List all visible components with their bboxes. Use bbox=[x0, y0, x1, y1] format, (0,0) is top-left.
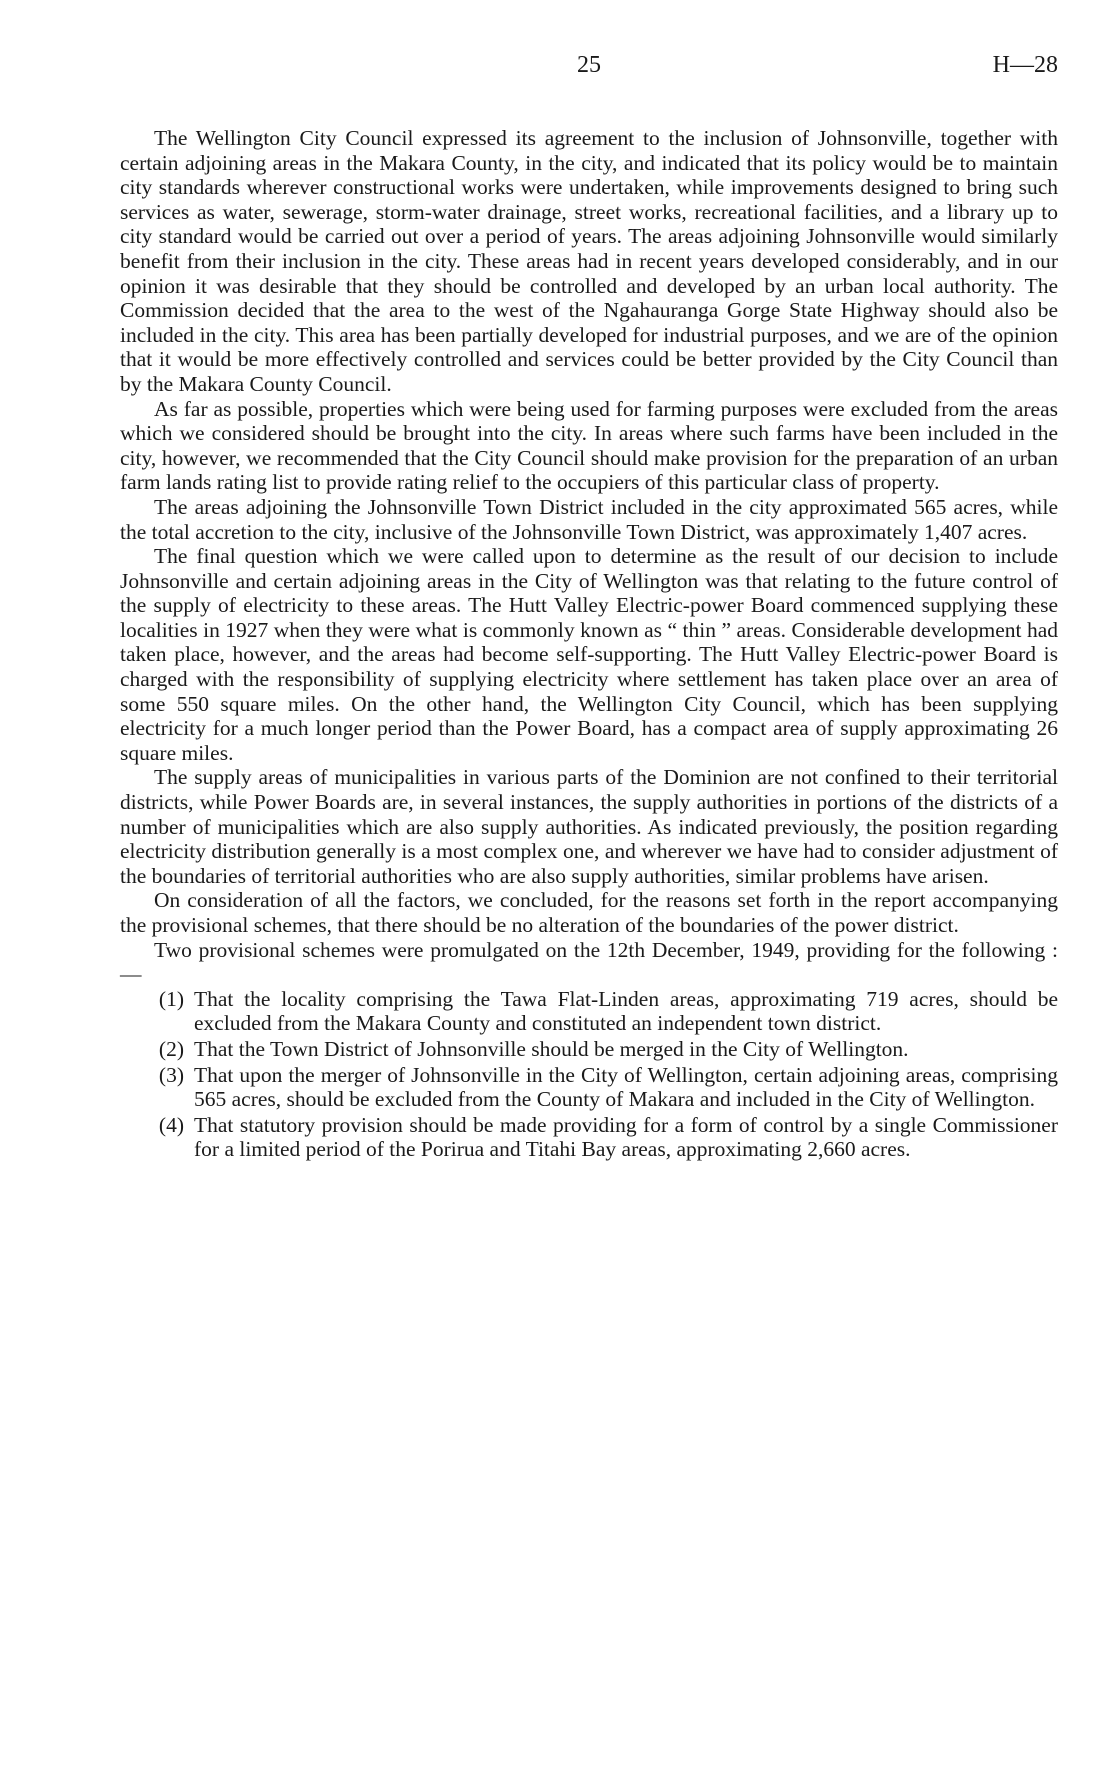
provisions-list bbox=[120, 987, 1058, 1162]
list-item-number: (1) bbox=[158, 986, 184, 1011]
list-item bbox=[120, 987, 1058, 1036]
list-item bbox=[120, 1063, 1058, 1112]
body-text bbox=[120, 126, 1058, 1162]
list-item-text: That statutory provision should be made providing for a form of control by a single Commissioner for a limited period of the Porirua and Titahi Bay areas, approximating 2,660 acres. bbox=[194, 1112, 1058, 1162]
list-item-number: (3) bbox=[158, 1062, 184, 1087]
page-header bbox=[120, 52, 1058, 92]
report-code: H—28 bbox=[992, 52, 1058, 78]
paragraph: The areas adjoining the Johnsonville Town District included in the city approximated 565 acres, while the total accretion to the city, inclusive of the Johnsonville Town District, was approximately 1,407 acres. bbox=[120, 494, 1058, 544]
paragraph: As far as possible, properties which were being used for farming purposes were excluded from the areas which we considered should be brought into the city. In areas where such farms have been included in the city, however, we recommended that the City Council should make provision for the preparation of an urban farm lands rating list to provide rating relief to the occupiers of this particular class of property. bbox=[120, 396, 1058, 495]
page-number: 25 bbox=[577, 52, 601, 78]
paragraph: The Wellington City Council expressed its agreement to the inclusion of Johnsonville, together with certain adjoining areas in the Makara County, in the city, and indicated that its policy would be to maintain city standards wherever constructional works were undertaken, while improvements designed to bring such services as water, sewerage, storm-water drainage, street works, recreational facilities, and a library up to city standard would be carried out over a period of years. The areas adjoining Johnsonville would similarly benefit from their inclusion in the city. These areas had in recent years developed considerably, and in our opinion it was desirable that they should be controlled and developed by an urban local authority. The Commission decided that the area to the west of the Ngahauranga Gorge State Highway should also be included in the city. This area has been partially developed for industrial purposes, and we are of the opinion that it would be more effectively controlled and services could be better provided by the City Council than by the Makara County Council. bbox=[120, 126, 1058, 396]
document-page bbox=[120, 52, 1058, 1163]
paragraph: The final question which we were called upon to determine as the result of our decision to include Johnsonville and certain adjoining areas in the City of Wellington was that relating to the future control of the supply of electricity to these areas. The Hutt Valley Electric-power Board commenced supplying these localities in 1927 when they were what is commonly known as “ thin ” areas. Considerable development had taken place, however, and the areas had become self-supporting. The Hutt Valley Electric-power Board is charged with the responsibility of supplying electricity where settlement has taken place over an area of some 550 square miles. On the other hand, the Wellington City Council, which has been supplying electricity for a much longer period than the Power Board, has a compact area of supply approximating 26 square miles. bbox=[120, 544, 1058, 765]
list-item bbox=[120, 1037, 1058, 1062]
list-item-text: That upon the merger of Johnsonville in the City of Wellington, certain adjoining areas, comprising 565 acres, should be excluded from the County of Makara and included in the City of Wellington. bbox=[194, 1062, 1058, 1112]
list-item bbox=[120, 1113, 1058, 1162]
list-item-text: That the Town District of Johnsonville should be merged in the City of Wellington. bbox=[194, 1036, 909, 1061]
list-item-text: That the locality comprising the Tawa Flat-Linden areas, approximating 719 acres, should be excluded from the Makara County and constituted an independent town district. bbox=[194, 986, 1058, 1036]
paragraph: Two provisional schemes were promulgated on the 12th December, 1949, providing for the following :— bbox=[120, 937, 1058, 987]
list-item-number: (2) bbox=[158, 1036, 184, 1061]
list-item-number: (4) bbox=[158, 1112, 184, 1137]
paragraph: The supply areas of municipalities in various parts of the Dominion are not confined to their territorial districts, while Power Boards are, in several instances, the supply authorities in portions of the districts of a number of municipalities which are also supply authorities. As indicated previously, the position regarding electricity distribution generally is a most complex one, and wherever we have had to consider adjustment of the boundaries of territorial authorities who are also supply authorities, similar problems have arisen. bbox=[120, 765, 1058, 888]
paragraph: On consideration of all the factors, we concluded, for the reasons set forth in the report accompanying the provisional schemes, that there should be no alteration of the boundaries of the power district. bbox=[120, 888, 1058, 937]
